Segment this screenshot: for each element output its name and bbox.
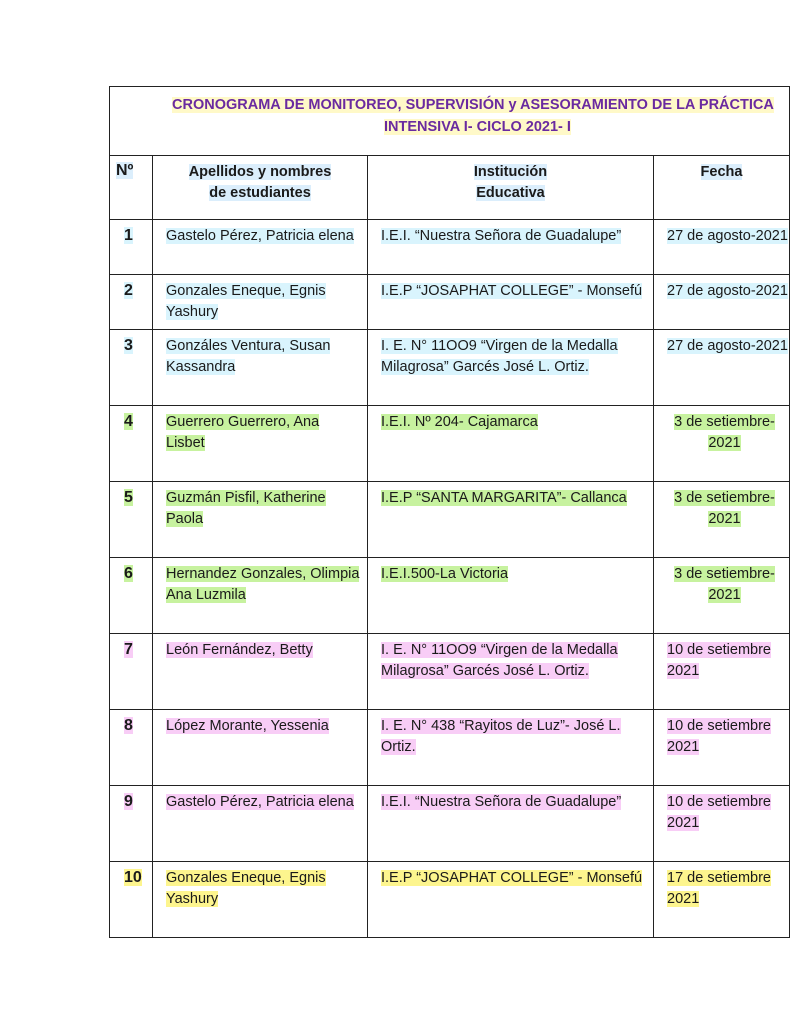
header-num: Nº xyxy=(110,156,153,220)
row-number: 1 xyxy=(110,220,153,275)
table-row xyxy=(110,220,790,275)
institution-name: I.E.I. “Nuestra Señora de Guadalupe” xyxy=(368,220,654,275)
title-line-1: CRONOGRAMA DE MONITOREO, SUPERVISIÓN y ASESORAMIENTO DE LA PRÁCTICA xyxy=(172,97,774,113)
institution-name: I.E.I. “Nuestra Señora de Guadalupe” xyxy=(368,786,654,862)
visit-date: 3 de setiembre-2021 xyxy=(654,558,790,634)
institution-name: I. E. N° 11OO9 “Virgen de la Medalla Milagrosa” Garcés José L. Ortiz. xyxy=(368,330,654,406)
header-name: Apellidos y nombres de estudiantes xyxy=(153,156,368,220)
student-name: Gonzales Eneque, Egnis Yashury xyxy=(153,862,368,938)
institution-name: I. E. N° 438 “Rayitos de Luz”- José L. Ortiz. xyxy=(368,710,654,786)
student-name: Gonzáles Ventura, Susan Kassandra xyxy=(153,330,368,406)
schedule-table xyxy=(109,86,790,938)
student-name: Gastelo Pérez, Patricia elena xyxy=(153,220,368,275)
row-number: 2 xyxy=(110,275,153,330)
schedule-document xyxy=(109,86,789,938)
visit-date: 10 de setiembre 2021 xyxy=(654,786,790,862)
institution-name: I.E.I.500-La Victoria xyxy=(368,558,654,634)
institution-name: I.E.P “JOSAPHAT COLLEGE” - Monsefú xyxy=(368,275,654,330)
header-date: Fecha xyxy=(654,156,790,220)
institution-name: I. E. N° 11OO9 “Virgen de la Medalla Milagrosa” Garcés José L. Ortiz. xyxy=(368,634,654,710)
visit-date: 27 de agosto-2021 xyxy=(654,220,790,275)
table-row xyxy=(110,786,790,862)
visit-date: 3 de setiembre-2021 xyxy=(654,482,790,558)
table-row xyxy=(110,275,790,330)
document-title xyxy=(110,87,790,156)
student-name: Guerrero Guerrero, Ana Lisbet xyxy=(153,406,368,482)
row-number: 5 xyxy=(110,482,153,558)
header-row xyxy=(110,156,790,220)
row-number: 3 xyxy=(110,330,153,406)
student-name: Gastelo Pérez, Patricia elena xyxy=(153,786,368,862)
visit-date: 3 de setiembre-2021 xyxy=(654,406,790,482)
row-number: 7 xyxy=(110,634,153,710)
table-row xyxy=(110,558,790,634)
table-row xyxy=(110,482,790,558)
row-number: 4 xyxy=(110,406,153,482)
student-name: León Fernández, Betty xyxy=(153,634,368,710)
visit-date: 10 de setiembre 2021 xyxy=(654,710,790,786)
row-number: 10 xyxy=(110,862,153,938)
student-name: López Morante, Yessenia xyxy=(153,710,368,786)
table-row xyxy=(110,634,790,710)
institution-name: I.E.I. Nº 204- Cajamarca xyxy=(368,406,654,482)
student-name: Gonzales Eneque, Egnis Yashury xyxy=(153,275,368,330)
table-row xyxy=(110,710,790,786)
row-number: 9 xyxy=(110,786,153,862)
table-row xyxy=(110,862,790,938)
visit-date: 27 de agosto-2021 xyxy=(654,275,790,330)
visit-date: 17 de setiembre 2021 xyxy=(654,862,790,938)
table-row xyxy=(110,406,790,482)
institution-name: I.E.P “SANTA MARGARITA”- Callanca xyxy=(368,482,654,558)
title-row xyxy=(110,87,790,156)
visit-date: 27 de agosto-2021 xyxy=(654,330,790,406)
student-name: Guzmán Pisfil, Katherine Paola xyxy=(153,482,368,558)
header-institution: Institución Educativa xyxy=(368,156,654,220)
institution-name: I.E.P “JOSAPHAT COLLEGE” - Monsefú xyxy=(368,862,654,938)
student-name: Hernandez Gonzales, Olimpia Ana Luzmila xyxy=(153,558,368,634)
row-number: 6 xyxy=(110,558,153,634)
visit-date: 10 de setiembre 2021 xyxy=(654,634,790,710)
title-line-2: INTENSIVA I- CICLO 2021- I xyxy=(384,119,571,135)
row-number: 8 xyxy=(110,710,153,786)
table-row xyxy=(110,330,790,406)
